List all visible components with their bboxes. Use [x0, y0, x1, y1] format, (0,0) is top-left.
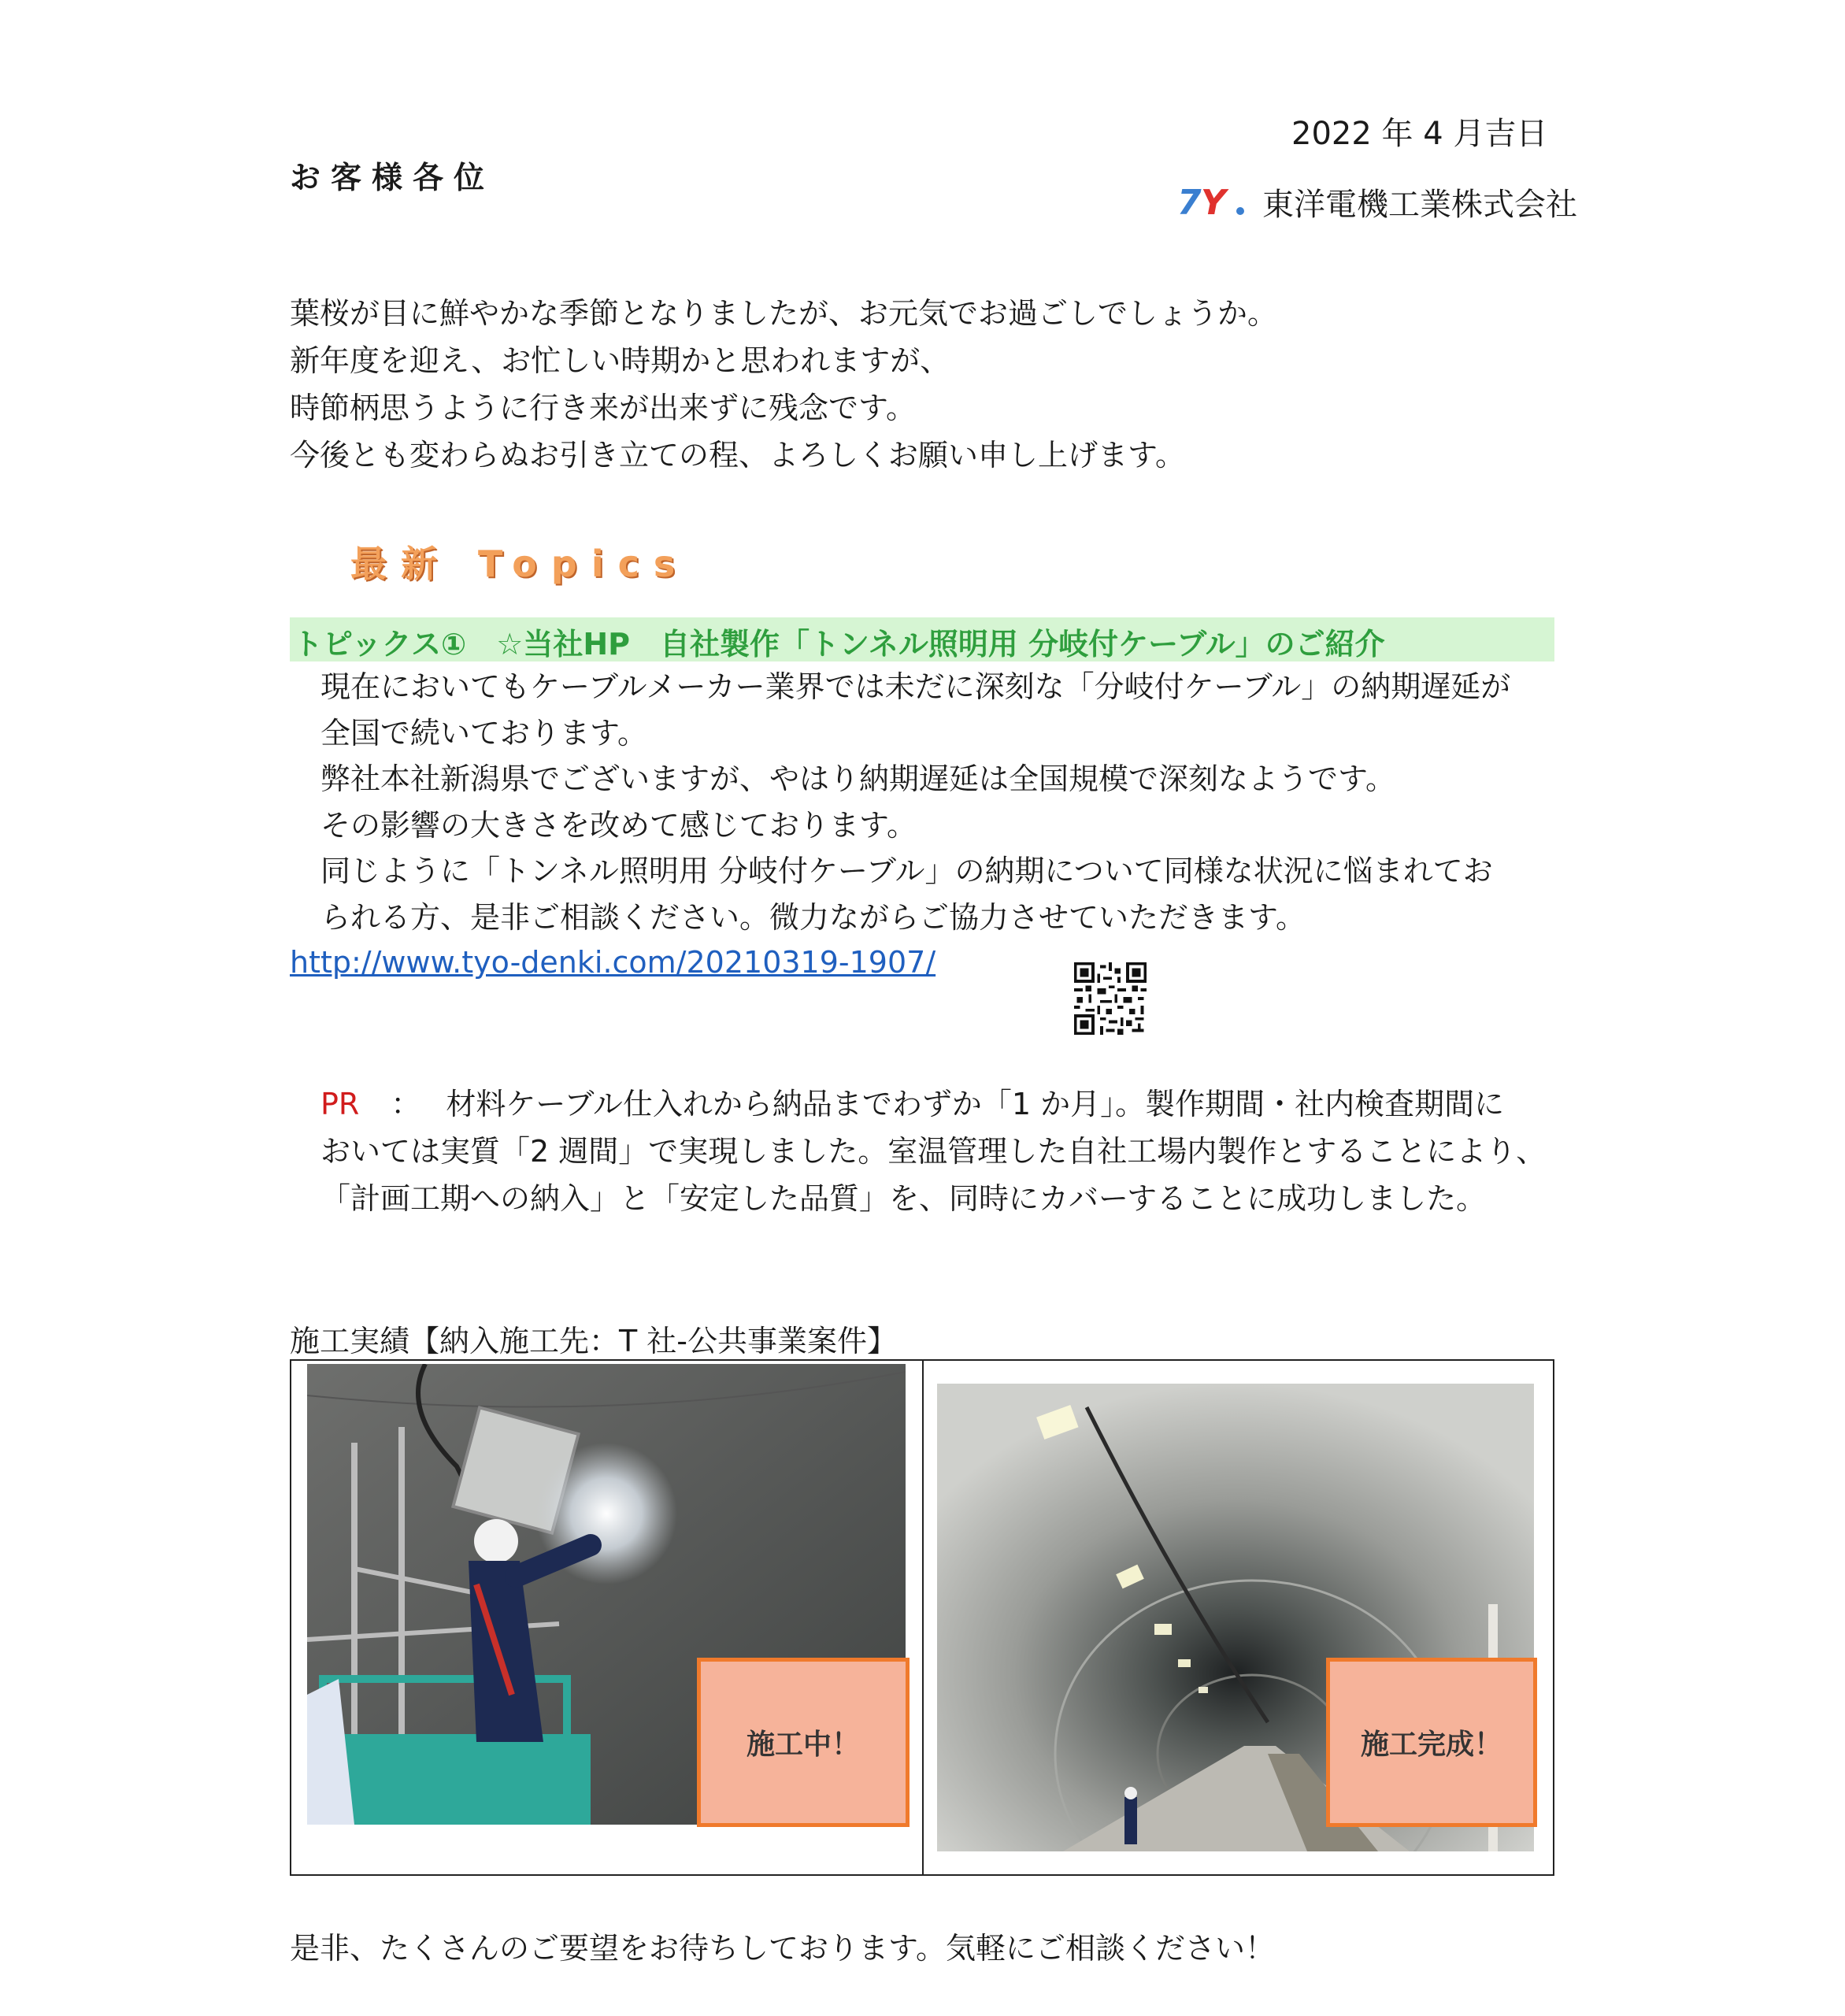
- company-name: 東洋電機工業株式会社: [1262, 187, 1577, 223]
- topic-body-line: られる方、是非ご相談ください。微力ながらご協力させていただきます。: [320, 899, 1306, 935]
- topics-heading: 最新 Topics: [350, 543, 690, 585]
- company-signature: [1177, 180, 1577, 224]
- topic-title: トピックス① ☆当社HP 自社製作「トンネル照明用 分岐付ケーブル」のご紹介: [293, 627, 1385, 662]
- pr-label: PR: [320, 1087, 360, 1121]
- greeting-paragraph: [290, 290, 1277, 479]
- greeting-line: 時節柄思うように行き来が出来ずに残念です。: [290, 391, 916, 425]
- topic-body-line: 全国で続いております。: [320, 715, 647, 750]
- topic-body-line: 現在においてもケーブルメーカー業界では未だに深刻な「分岐付ケーブル」の納期遅延が: [320, 669, 1511, 704]
- pr-text-1: 材料ケーブル仕入れから納品までわずか「1 か月」。製作期間・社内検査期間に: [446, 1087, 1505, 1121]
- svg-text:Y: Y: [1201, 183, 1226, 220]
- topic-link[interactable]: http://www.tyo-denki.com/20210319-1907/: [290, 945, 936, 980]
- topic-body-line: 同じように「トンネル照明用 分岐付ケーブル」の納期について同様な状況に悩まれてお: [320, 854, 1493, 888]
- pr-line-2: おいては実質「2 週間」で実現しました。室温管理した自社工場内製作とすることにより、: [320, 1134, 1547, 1169]
- pr-line-1: [320, 1080, 1546, 1128]
- closing-line: 是非、たくさんのご要望をお待ちしております。気軽にご相談ください！: [290, 1931, 1275, 1966]
- topic-body-line: その影響の大きさを改めて感じております。: [320, 807, 917, 843]
- badge-in-progress: 施工中！: [697, 1658, 910, 1827]
- photo-table-divider: [922, 1359, 924, 1876]
- topic-body-line: 弊社本社新潟県でございますが、やはり納期遅延は全国規模で深刻なようです。: [320, 762, 1395, 796]
- recipient-line: お客様各位: [290, 161, 495, 196]
- greeting-line: 今後とも変わらぬお引き立ての程、よろしくお願い申し上げます。: [290, 438, 1185, 472]
- badge-completed: 施工完成！: [1326, 1658, 1537, 1827]
- svg-text:7: 7: [1177, 183, 1202, 220]
- pr-paragraph: [320, 1080, 1546, 1222]
- qr-code-icon[interactable]: [1074, 962, 1147, 1035]
- pr-separator: ：: [391, 1087, 421, 1121]
- greeting-line: 新年度を迎え、お忙しい時期かと思われますが、: [290, 343, 950, 378]
- company-logo-icon: [1177, 184, 1248, 220]
- topic-body: [320, 664, 1510, 940]
- pr-line-3: 「計画工期への納入」と「安定した品質」を、同時にカバーすることに成功しました。: [320, 1181, 1487, 1216]
- letter-date: 2022 年 4 月吉日: [1291, 116, 1548, 152]
- greeting-line: 葉桜が目に鮮やかな季節となりましたが、お元気でお過ごしでしょうか。: [290, 296, 1278, 331]
- results-label: 施工実績【納入施工先：T 社-公共事業案件】: [290, 1324, 898, 1358]
